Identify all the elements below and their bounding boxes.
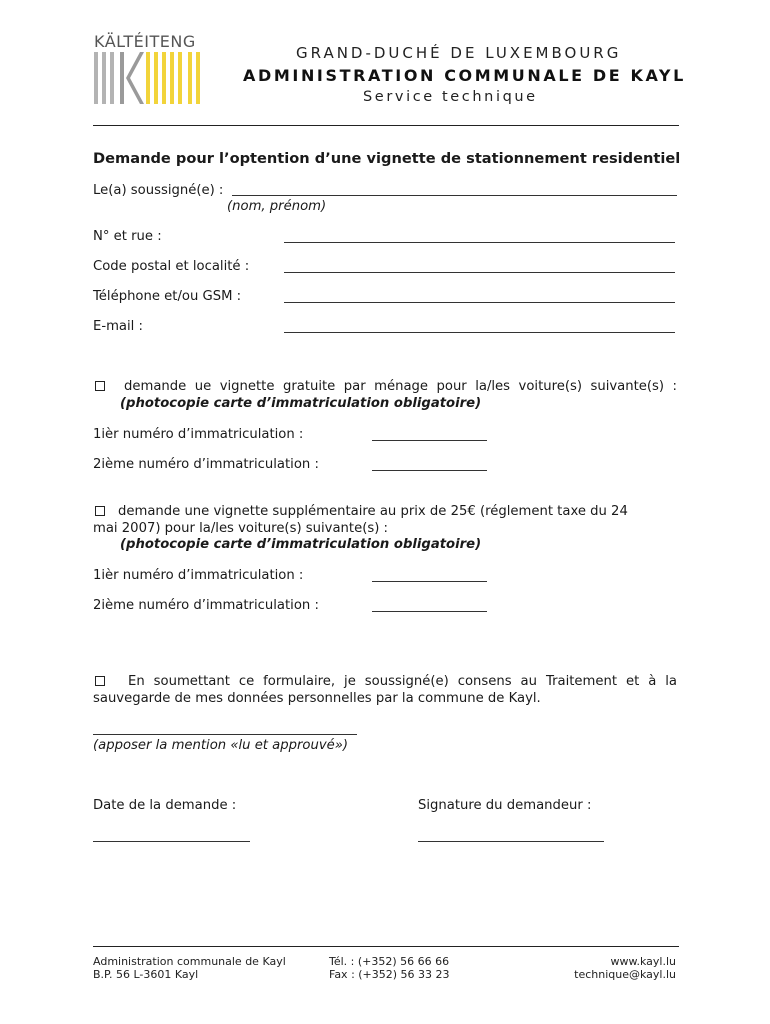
footer-divider: [93, 946, 679, 947]
option1-checkbox[interactable]: [95, 381, 105, 391]
option2-plate2-line[interactable]: [372, 611, 487, 612]
logo-wordmark: KÄLTÉITENG: [94, 32, 196, 51]
option2-note: (photocopie carte d’immatriculation obligatoire): [120, 537, 482, 552]
field-line-street[interactable]: [284, 242, 675, 243]
logo-mark: [94, 52, 206, 104]
field-line-phone[interactable]: [284, 302, 675, 303]
consent-checkbox[interactable]: [95, 676, 105, 686]
option1-text: demande ue vignette gratuite par ménage pour la/les voiture(s) suivante(s) :: [124, 379, 677, 394]
mention-line[interactable]: [93, 734, 357, 735]
applicant-label: Le(a) soussigné(e) :: [93, 183, 224, 198]
option1-plate1-line[interactable]: [372, 440, 487, 441]
form-title: Demande pour l’optention d’une vignette de stationnement residentiel: [93, 150, 681, 167]
footer-fax: Fax : (+352) 56 33 23: [329, 968, 450, 981]
field-label-phone: Téléphone et/ou GSM :: [93, 289, 242, 304]
signature-line[interactable]: [418, 841, 604, 842]
mention-hint: (apposer la mention «lu et approuvé»): [93, 738, 349, 753]
header-service: Service technique: [363, 89, 538, 105]
date-line[interactable]: [93, 841, 250, 842]
header-administration: ADMINISTRATION COMMUNALE DE KAYL: [243, 66, 686, 85]
footer-website[interactable]: www.kayl.lu: [610, 955, 676, 968]
field-label-postal: Code postal et localité :: [93, 259, 250, 274]
applicant-hint: (nom, prénom): [227, 199, 327, 214]
header-divider: [93, 125, 679, 126]
footer-address-name: Administration communale de Kayl: [93, 955, 286, 968]
consent-text-line1: En soumettant ce formulaire, je soussigné(e) consens au Traitement et à la: [128, 674, 677, 689]
field-label-email: E-mail :: [93, 319, 143, 334]
footer-email[interactable]: technique@kayl.lu: [574, 968, 676, 981]
option1-plate2-label: 2ième numéro d’immatriculation :: [93, 457, 319, 472]
field-line-postal[interactable]: [284, 272, 675, 273]
footer-phone: Tél. : (+352) 56 66 66: [329, 955, 450, 968]
option2-text-line2: mai 2007) pour la/les voiture(s) suivante(s) :: [93, 521, 388, 536]
option1-plate1-label: 1ièr numéro d’immatriculation :: [93, 427, 304, 442]
consent-text-line2: sauvegarde de mes données personnelles par la commune de Kayl.: [93, 691, 541, 706]
option2-plate2-label: 2ième numéro d’immatriculation :: [93, 598, 319, 613]
header-country: GRAND-DUCHÉ DE LUXEMBOURG: [296, 44, 622, 62]
footer-address-po: B.P. 56 L-3601 Kayl: [93, 968, 199, 981]
field-line-email[interactable]: [284, 332, 675, 333]
option2-plate1-line[interactable]: [372, 581, 487, 582]
option1-plate2-line[interactable]: [372, 470, 487, 471]
option2-checkbox[interactable]: [95, 506, 105, 516]
option2-plate1-label: 1ièr numéro d’immatriculation :: [93, 568, 304, 583]
date-label: Date de la demande :: [93, 798, 237, 813]
option2-text-line1: demande une vignette supplémentaire au prix de 25€ (réglement taxe du 24: [118, 504, 628, 519]
applicant-name-line[interactable]: [232, 195, 677, 196]
field-label-street: N° et rue :: [93, 229, 162, 244]
signature-label: Signature du demandeur :: [418, 798, 592, 813]
option1-note: (photocopie carte d’immatriculation obligatoire): [120, 396, 482, 411]
